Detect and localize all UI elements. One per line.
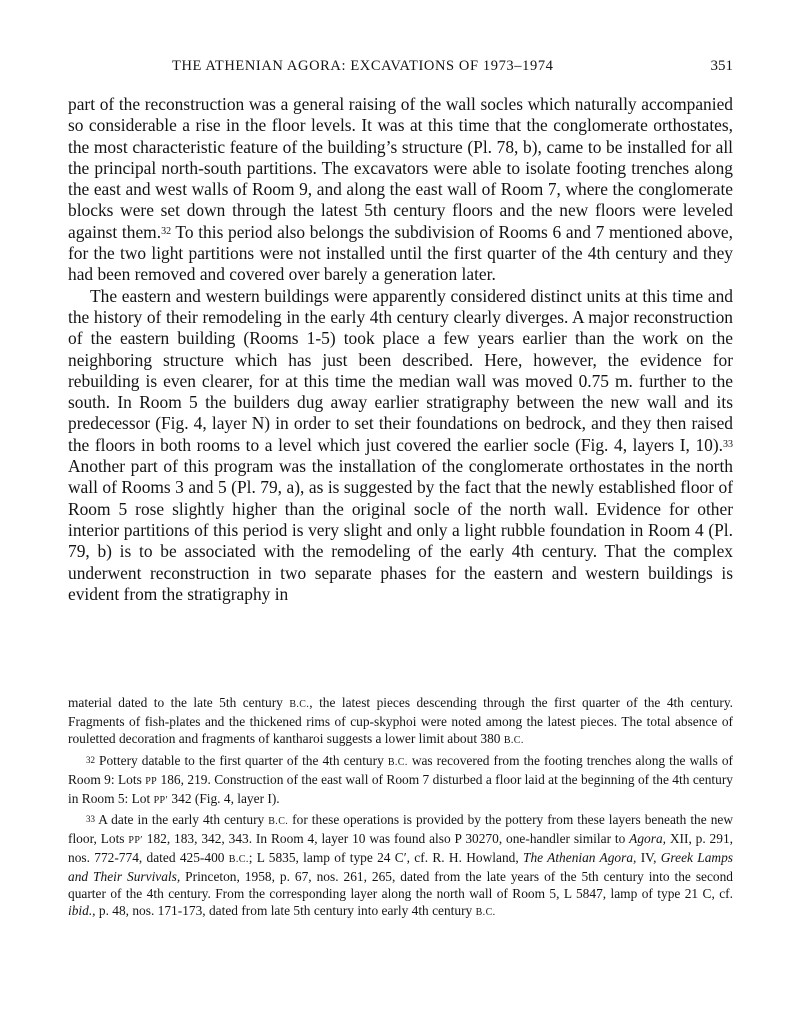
fn32-text-3: 186, 219. Construction of the east wall of Room 7 disturbed a floor laid at the beginning of the 4th century in Room 5: Lot (68, 771, 733, 806)
paragraph-2 (68, 286, 733, 605)
lot-prefix: PP (145, 775, 158, 787)
footnote-ref-33: 33 (723, 438, 733, 450)
body-text (68, 94, 733, 605)
footnote-ref-32: 32 (161, 225, 172, 237)
fn32-text-2: was recovered from the footing trenches along the walls of Room 9: Lots (68, 752, 733, 787)
paragraph-2-text-b: Another part of this program was the installation of the conglomerate orthostates in the north wall of Rooms 3 and 5 (Pl. 79, a), as is suggested by the fact that the newly established floor of Room 5 rose slightly higher than the original socle of the north wall. Evidence for other interior partitions of this period is very slight and only a light rubble foundation in Room 4 (Pl. 79, b) is to be associated with the remodeling of the early 4th century. That the complex underwent reconstruction in two separate phases for the eastern and western buildings is evident from the stratigraphy in (68, 456, 733, 604)
fn33-text-5: ; L 5835, lamp of type 24 C′, cf. R. H. Howland, (248, 850, 523, 866)
fn33-text-8: p. 48, nos. 171-173, dated from late 5th century into early 4th century (95, 902, 476, 918)
footnote-number: 33 (86, 814, 95, 825)
citation-title: Greek Lamps and Their Survivals, (68, 850, 734, 885)
era-abbrev: B.C. (268, 816, 289, 828)
era-abbrev: B.C. (503, 734, 524, 746)
era-abbrev: B.C. (387, 756, 408, 768)
fn33-text-6: IV, (636, 850, 661, 866)
page-number: 351 (710, 58, 733, 74)
paragraph-1-text-a: part of the reconstruction was a general raising of the wall socles which naturally accompanied so considerable a rise in the floor levels. It was at this time that the conglomerate orthostates, the most characteristic feature of the building’s structure (Pl. 78, b), came to be installed for all the principal north-south partitions. The excavators were able to isolate footing trenches along the east and west walls of Room 9, and along the east wall of Room 7, where the conglomerate blocks were set down through the latest 5th century floors and the new floors were leveled against them. (68, 94, 733, 242)
fn33-text-2: for these operations is provided by the pottery from these layers beneath the new floor, Lots (68, 812, 733, 847)
footnote-continuation (68, 695, 733, 750)
era-abbrev: B.C. (289, 699, 310, 710)
running-title: THE ATHENIAN AGORA: EXCAVATIONS OF 1973–1974 (172, 58, 554, 74)
running-header (68, 58, 733, 80)
footnote-number: 32 (86, 754, 95, 765)
citation-title: The Athenian Agora, (523, 850, 637, 866)
era-abbrev: B.C. (475, 906, 496, 918)
fn33-text-1: A date in the early 4th century (95, 812, 269, 828)
fn32-text-4: 342 (Fig. 4, layer I). (168, 790, 280, 806)
fn33-text-7: Princeton, 1958, p. 67, nos. 261, 265, dated from the late years of the 5th century into the second quarter of the 4th century. From the corresponding layer along the north wall of Room 5, L 5847, lamp of type 21 C, cf. (68, 869, 733, 902)
fn32-text-1: Pottery datable to the first quarter of the 4th century (95, 752, 388, 768)
lot-prefix: PP′ (153, 794, 169, 806)
fn-cont-text-1: material dated to the late 5th century (68, 695, 290, 710)
citation-title: ibid., (68, 902, 96, 918)
paragraph-1 (68, 94, 733, 286)
fn-cont-text-2: , the latest pieces descending through the first quarter of the 4th century. Fragments of fish-plates and the thickened rims of cup-skyphoi were noted among the latest pieces. The total absence of rouletted decoration and fragments of kantharoi suggests a lower limit about 380 (68, 695, 733, 746)
paragraph-1-text-b: To this period also belongs the subdivision of Rooms 6 and 7 mentioned above, for the two light partitions were not installed until the first quarter of the 4th century and they had been removed and covered over barely a generation later. (68, 221, 733, 285)
fn33-text-4: XII, p. 291, nos. 772-774, dated 425-400 (68, 831, 733, 866)
footnotes (68, 695, 733, 925)
paragraph-2-text-a: The eastern and western buildings were apparently considered distinct units at this time and the history of their remodeling in the early 4th century clearly diverges. A major reconstruction of the eastern building (Rooms 1-5) took place a few years earlier than the work on the neighboring structure which has just been described. Here, however, the evidence for rebuilding is even clearer, for at this time the median wall was moved 0.75 m. further to the south. In Room 5 the builders dug away earlier stratigraphy between the new wall and its predecessor (Fig. 4, layer N) in order to set their foundations on bedrock, and they then raised the floors in both rooms to a level which just covered the earlier socle (Fig. 4, layers I, 10). (68, 285, 733, 455)
citation-title: Agora, (629, 831, 666, 847)
era-abbrev: B.C. (228, 854, 249, 866)
footnote-33 (68, 812, 733, 921)
footnote-32 (68, 753, 733, 810)
lot-prefix: PP′ (128, 835, 143, 847)
fn33-text-3: 182, 183, 342, 343. In Room 4, layer 10 was found also P 30270, one-handler similar to (142, 831, 630, 847)
